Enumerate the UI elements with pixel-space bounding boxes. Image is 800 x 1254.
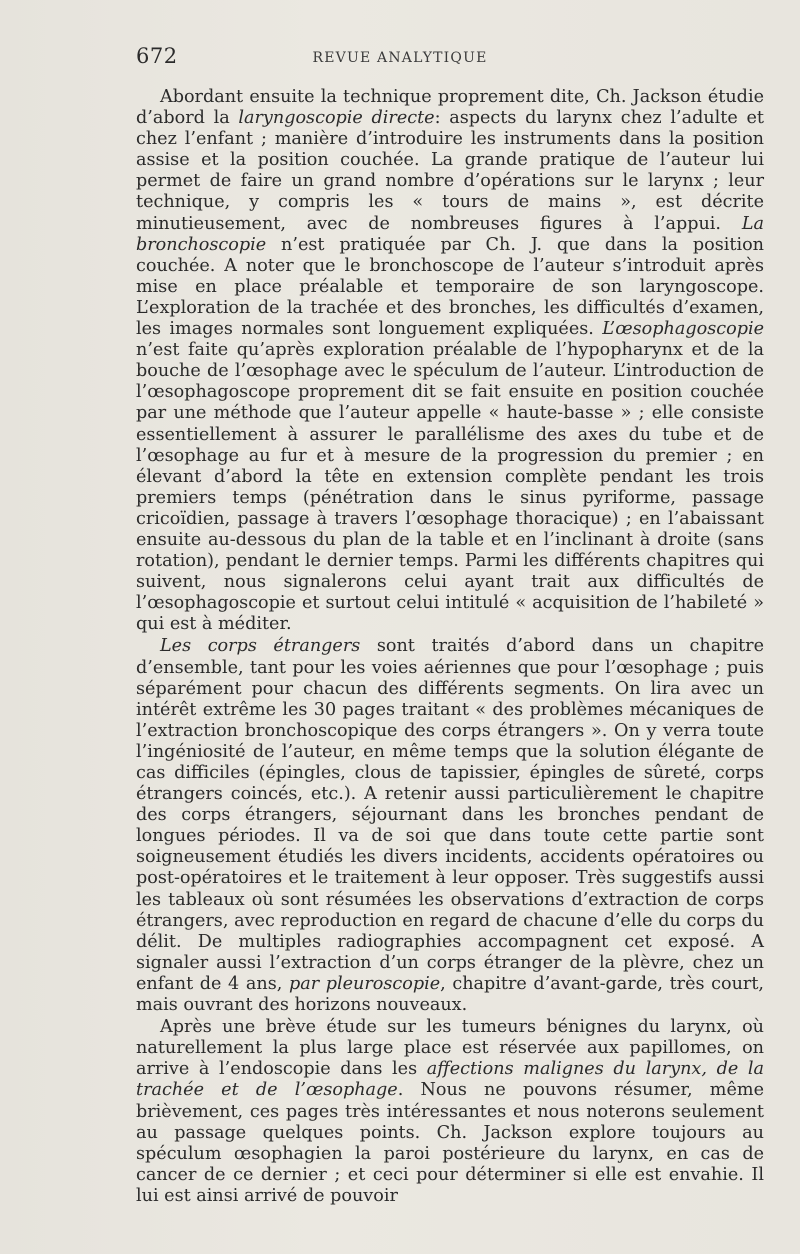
text-run: . Nous ne pouvons résumer, même brièvement, ces pages très intéressantes et nous noterons seulement au passage quelques points. Ch. Jackson explore toujours au spéculum œsophagien la paroi postérieure du larynx, en cas de cancer de ce dernier ; et ceci pour déterminer si elle est envahie. Il lui est ainsi arrivé de pouvoir bbox=[136, 1080, 764, 1206]
text-run: Après une brève étude sur les tumeurs bénignes du larynx, où naturellement la plus large place est réservée aux papillomes, on arrive à l’endoscopie dans les bbox=[136, 1017, 764, 1080]
text-run: , chapitre d’avant-garde, très court, mais ouvrant des horizons nouveaux. bbox=[136, 973, 764, 1016]
paragraph bbox=[136, 1017, 764, 1207]
page-number: 672 bbox=[136, 44, 178, 68]
body-text bbox=[136, 87, 764, 1207]
italic-term: par pleuroscopie bbox=[288, 973, 441, 994]
text-run: Abordant ensuite la technique proprement dite, Ch. Jackson étudie d’abord la bbox=[136, 87, 764, 129]
text-run: sont traités d’abord dans un chapitre d’ensemble, tant pour les voies aériennes que pour l’œsophage ; puis séparément pour chacun des différents segments. On lira avec un intérêt extrême les 30 pages traitant « des problèmes mécaniques de l’extraction bronchoscopique des corps étrangers ». On y verra toute l’ingéniosité de l’auteur, en même temps que la solution élégante de cas difficiles (épingles, clous de tapissier, épingles de sûreté, corps étrangers coincés, etc.). A retenir aussi particulièrement le chapitre des corps étrangers, séjournant dans les bronches pendant de longues périodes. Il va de soi que dans toute cette partie sont soigneusement étudiés les divers incidents, accidents opératoires ou post-opératoires et le traitement à leur opposer. Très suggestifs aussi les tableaux où sont résumées les observations d’extraction de corps étrangers, avec reproduction en regard de chacune d’elle du corps du délit. De multiples radiographies accompagnent cet exposé. A signaler aussi l’extraction d’un corps étranger de la plèvre, chez un enfant de 4 ans, bbox=[136, 636, 764, 994]
italic-term: La bronchoscopie bbox=[136, 213, 764, 255]
page-header bbox=[0, 44, 800, 74]
text-run: n’est faite qu’après exploration préalable de l’hypopharynx et de la bouche de l’œsophage avec le spéculum de l’auteur. L’introduction de l’œsophagoscope proprement dit se fait ensuite en position couchée par une méthode que l’auteur appelle « haute-basse » ; elle consiste essentiellement à assurer le parallélisme des axes du tube et de l’œsophage au fur et à mesure de la progression du premier ; en élevant d’abord la tête en extension complète pendant les trois premiers temps (pénétration dans le sinus pyriforme, passage cricoïdien, passage à travers l’œsophage thoracique) ; en l’abaissant ensuite au-dessous du plan de la table et en l’inclinant à droite (sans rotation), pendant le dernier temps. Parmi les différents chapitres qui suivent, nous signalerons celui ayant trait aux difficultés de l’œsophagoscopie et surtout celui intitulé « acquisition de l’habileté » qui est à méditer. bbox=[136, 340, 764, 635]
text-run: : aspects du larynx chez l’adulte et chez l’enfant ; manière d’introduire les instruments dans la position assise et la position couchée. La grande pratique de l’auteur lui permet de faire un grand nombre d’opérations sur le larynx ; leur technique, y compris les « tours de mains », est décrite minutieusement, avec de nombreuses figures à l’appui. bbox=[136, 108, 764, 234]
paragraph bbox=[136, 87, 764, 635]
italic-term: L’œsophagoscopie bbox=[602, 319, 764, 340]
paragraph bbox=[136, 636, 764, 1016]
italic-term: laryngoscopie directe bbox=[238, 108, 435, 129]
text-run: n’est pratiquée par Ch. J. que dans la position couchée. A noter que le bronchoscope de l’auteur s’introduit après mise en place préalable et temporaire de son laryngoscope. L’exploration de la trachée et des bronches, les difficultés d’examen, les images normales sont longuement expliquées. bbox=[136, 234, 764, 340]
italic-term: affections malignes du larynx, de la trachée et de l’œsophage bbox=[136, 1059, 764, 1101]
running-head: REVUE ANALYTIQUE bbox=[312, 50, 488, 66]
italic-term: Les corps étrangers bbox=[160, 636, 361, 657]
